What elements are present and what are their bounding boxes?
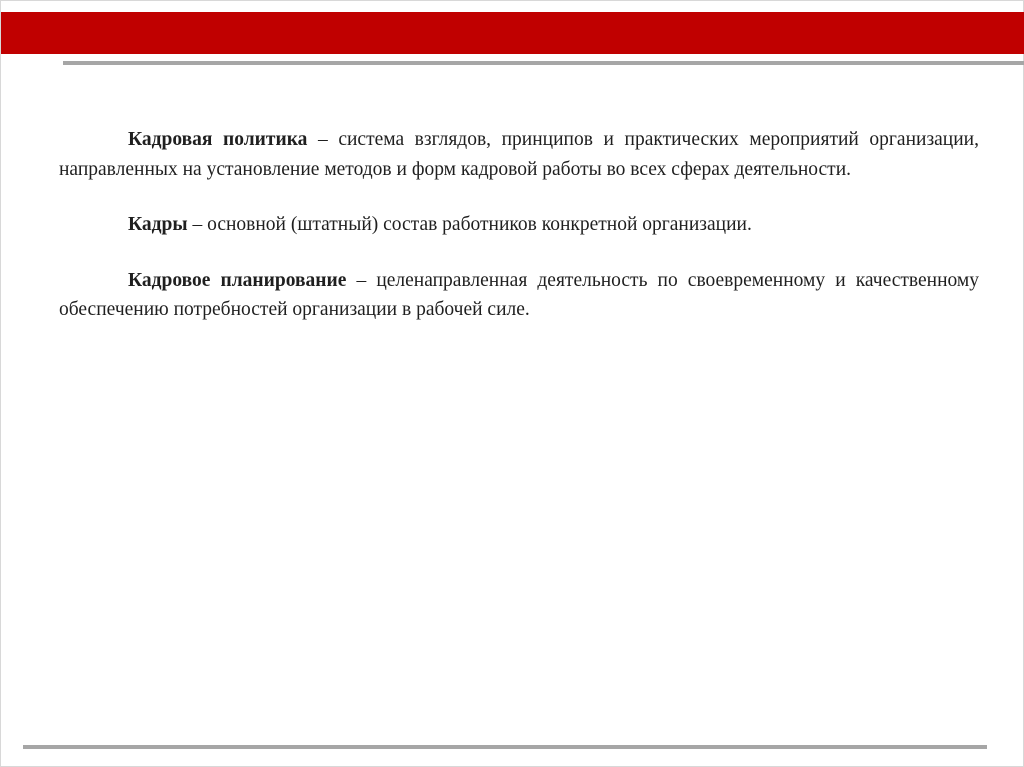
- header-band: [1, 12, 1024, 54]
- definition-paragraph-personnel: [59, 210, 979, 240]
- header-divider: [63, 61, 1024, 65]
- footer-divider: [23, 745, 987, 749]
- definitions-text: [59, 125, 979, 351]
- definition-paragraph-personnel-planning: [59, 266, 979, 325]
- definition-text: – целенаправленная деятельность по своевременному и качественному обеспечению потребностей организации в рабочей силе.: [59, 269, 979, 320]
- definition-text: – система взглядов, принципов и практических мероприятий организации, направленных на установление методов и форм кадровой работы во всех сферах деятельности.: [59, 129, 979, 180]
- definition-paragraph-personnel-policy: [59, 125, 979, 184]
- definition-text: – основной (штатный) состав работников конкретной организации.: [187, 214, 752, 235]
- definition-term: Кадровая политика: [128, 129, 308, 150]
- definition-term: Кадровое планирование: [128, 269, 347, 291]
- definition-term: Кадры: [128, 214, 188, 235]
